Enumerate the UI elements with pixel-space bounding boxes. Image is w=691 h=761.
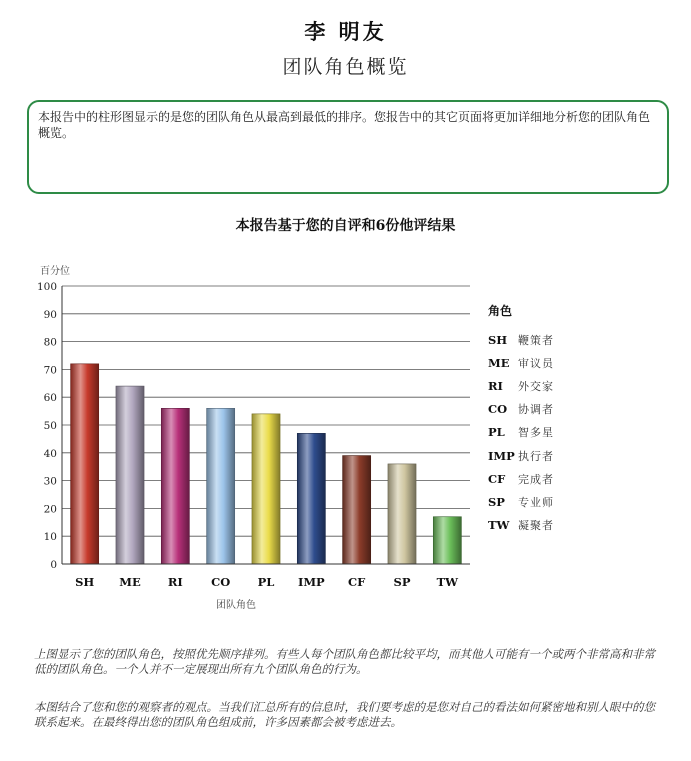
bar-sp xyxy=(388,464,416,564)
legend-role-name: 执行者 xyxy=(518,449,554,463)
y-tick-label: 100 xyxy=(36,281,57,293)
bar-pl xyxy=(252,414,280,564)
legend-role-name: 智多星 xyxy=(518,426,554,440)
page-subtitle: 团队角色概览 xyxy=(282,56,409,78)
legend-item-ri xyxy=(488,374,554,397)
note-paragraph-2: 本图结合了您和您的观察者的观点。当我们汇总所有的信息时，我们要考虑的是您对自己的看法如何紧密地和别人眼中的您联系起来。在最终得出您的团队角色组成前，许多因素都会被考虑进去。 xyxy=(34,700,655,729)
legend-role-name: 鞭策者 xyxy=(518,333,554,347)
legend-role-name: 凝聚者 xyxy=(518,519,554,533)
x-tick-label: CO xyxy=(211,575,231,589)
bar-me xyxy=(116,386,144,564)
legend-item-pl xyxy=(488,421,554,444)
y-tick-label: 60 xyxy=(43,392,57,405)
legend-code: SH xyxy=(488,332,508,347)
chart-title: 本报告基于您的自评和6份他评结果 xyxy=(235,218,456,234)
legend-role-name: 审议员 xyxy=(518,356,554,370)
legend-code: CF xyxy=(488,471,506,486)
legend-item-sp xyxy=(488,490,554,513)
legend-code: TW xyxy=(488,518,510,533)
x-tick-label: ME xyxy=(119,575,141,589)
legend-code: RI xyxy=(488,378,503,393)
legend-role-name: 完成者 xyxy=(518,472,554,486)
x-tick-label: CF xyxy=(348,575,366,589)
y-tick-label: 90 xyxy=(43,308,57,321)
bar-imp xyxy=(297,433,325,564)
intro-text: 本报告中的柱形图显示的是您的团队角色从最高到最低的排序。您报告中的其它页面将更加详细地分析您的团队角色概览。 xyxy=(38,110,651,140)
x-tick-label: TW xyxy=(436,575,459,589)
x-tick-label: IMP xyxy=(297,575,325,589)
intro-box xyxy=(27,100,669,194)
legend-item-me xyxy=(488,351,554,374)
legend-title: 角色 xyxy=(488,304,513,318)
legend-role-name: 协调者 xyxy=(518,403,554,417)
legend-role-name: 外交家 xyxy=(518,379,554,393)
legend-role-name: 专业师 xyxy=(518,495,554,509)
y-tick-label: 40 xyxy=(43,447,57,460)
x-tick-label: SH xyxy=(75,575,95,589)
bar-sh xyxy=(71,364,99,564)
team-role-bar-chart xyxy=(30,276,480,616)
bar-ri xyxy=(161,408,189,564)
legend-code: PL xyxy=(488,425,505,440)
x-tick-label: RI xyxy=(167,575,183,589)
legend-code: CO xyxy=(488,402,508,417)
y-tick-label: 50 xyxy=(43,420,57,432)
bars xyxy=(71,364,462,564)
x-tick-label: PL xyxy=(257,575,275,589)
bar-tw xyxy=(433,517,461,564)
person-name: 李 明友 xyxy=(304,19,387,44)
chart-legend xyxy=(488,302,554,537)
y-tick-label: 0 xyxy=(50,559,57,571)
legend-item-co xyxy=(488,398,554,421)
y-axis-label: 百分位 xyxy=(40,266,70,277)
bar-cf xyxy=(343,456,371,564)
legend-code: SP xyxy=(488,494,505,509)
legend-item-sh xyxy=(488,328,554,351)
y-tick-label: 70 xyxy=(43,364,57,377)
y-tick-label: 20 xyxy=(43,503,57,516)
legend-code: IMP xyxy=(488,448,515,463)
x-axis-title: 团队角色 xyxy=(216,600,256,611)
note-paragraph-1: 上图显示了您的团队角色，按照优先顺序排列。有些人每个团队角色都比较平均，而其他人可能有一个或两个非常高和非常低的团队角色。一个人并不一定展现出所有九个团队角色的行为。 xyxy=(34,647,655,676)
bar-co xyxy=(207,408,235,564)
legend-item-tw xyxy=(488,514,554,537)
legend-item-cf xyxy=(488,467,554,490)
y-tick-label: 10 xyxy=(43,531,57,544)
x-tick-label: SP xyxy=(393,575,411,589)
y-tick-label: 30 xyxy=(43,475,57,488)
legend-item-imp xyxy=(488,444,554,467)
y-tick-label: 80 xyxy=(43,336,57,349)
legend-code: ME xyxy=(488,355,510,370)
